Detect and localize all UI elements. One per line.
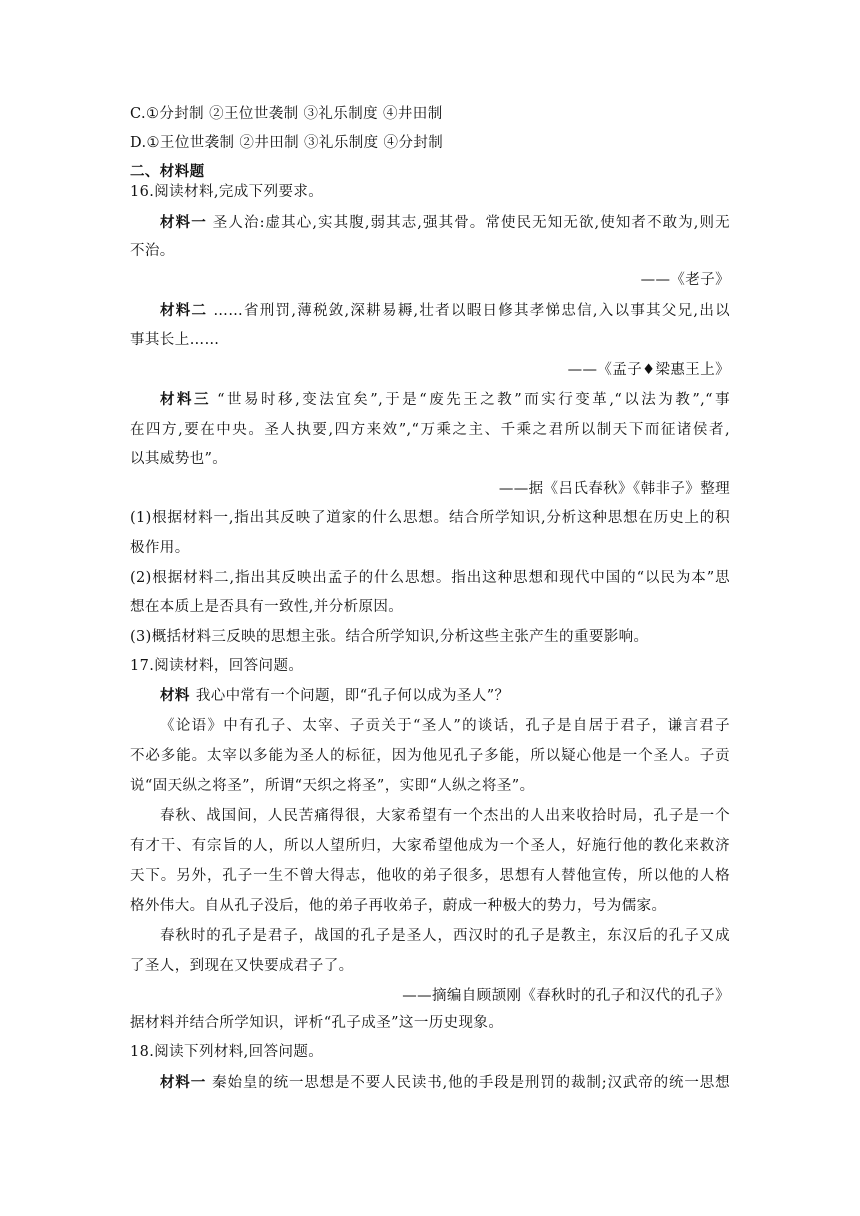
q17-paragraph-1-line-1: 《论语》中有孔子、太宰、子贡关于“圣人”的谈话，孔子是自居于君子，谦言君子 xyxy=(160,718,730,734)
q17-paragraph-2-line-2: 有才干、有宗旨的人，所以人望所归，大家希望他成为一个圣人，好施行他的教化来救济 xyxy=(130,838,730,854)
q16-question-3: (3)概括材料三反映的思想主张。结合所学知识,分析这些主张产生的重要影响。 xyxy=(130,629,649,645)
q17-paragraph-2-line-4: 格外伟大。自从孔子没后，他的弟子再收弟子，蔚成一种极大的势力，号为儒家。 xyxy=(130,898,667,914)
q16-material-3-line-1: 材料三 “世易时移,变法宜矣”,于是“废先王之教”而实行变革,“以法为教”,“事 xyxy=(160,391,730,408)
q16-question-1-line-2: 极作用。 xyxy=(130,540,190,556)
option-d: D.①王位世袭制 ②井田制 ③礼乐制度 ④分封制 xyxy=(130,135,444,151)
q17-paragraph-3-line-1: 春秋时的孔子是君子，战国的孔子是圣人，西汉时的孔子是教主，东汉后的孔子又成 xyxy=(160,928,730,944)
q16-material-2-source: ——《孟子♦梁惠王上》 xyxy=(567,362,730,378)
q16-material-3-line-2: 在四方,要在中央。圣人执要,四方来效”,“万乘之主、千乘之君所以制天下而征诸侯者, xyxy=(130,422,730,438)
q16-material-3-line-3: 以其威势也”。 xyxy=(130,451,228,467)
q17-stem: 17.阅读材料，回答问题。 xyxy=(130,658,304,674)
q16-question-2-line-1: (2)根据材料二,指出其反映出孟子的什么思想。指出这种思想和现代中国的“以民为本”思 xyxy=(130,570,730,586)
q17-paragraph-1-line-3: 说“固天纵之将圣”，所谓“天织之将圣”，实即“人纵之将圣”。 xyxy=(130,778,535,794)
material-label: 材料一 xyxy=(160,1074,207,1091)
section-title: 二、材料题 xyxy=(130,163,205,180)
q17-paragraph-2-line-3: 天下。另外，孔子一生不曾大得志，他收的弟子很多，思想有人替他宣传，所以他的人格 xyxy=(130,868,730,884)
q17-material-line-1: 材料 我心中常有一个问题，即“孔子何以成为圣人”？ xyxy=(160,687,510,704)
q16-material-2-line-2: 事其长上…… xyxy=(130,332,220,348)
q16-material-1-line-2: 不治。 xyxy=(130,243,175,259)
material-label: 材料 xyxy=(160,687,190,704)
material-label: 材料二 xyxy=(160,302,208,319)
q17-paragraph-2-line-1: 春秋、战国间，人民苦痛得很，大家希望有一个杰出的人出来收拾时局，孔子是一个 xyxy=(160,808,730,824)
q16-material-2-line-1: 材料二 ……省刑罚,薄税敛,深耕易耨,壮者以暇日修其孝悌忠信,入以事其父兄,出以 xyxy=(160,302,730,319)
material-label: 材料一 xyxy=(160,214,207,231)
q17-paragraph-3-line-2: 了圣人，到现在又快要成君子了。 xyxy=(130,958,354,974)
material-label: 材料三 xyxy=(160,391,212,408)
q17-paragraph-1-line-2: 不必多能。太宰以多能为圣人的标征，因为他见孔子多能，所以疑心他是一个圣人。子贡 xyxy=(130,748,730,764)
q16-material-3-source: ——据《吕氏春秋》《韩非子》整理 xyxy=(498,481,730,497)
option-c: C.①分封制 ②王位世袭制 ③礼乐制度 ④井田制 xyxy=(130,106,443,122)
q16-stem: 16.阅读材料,完成下列要求。 xyxy=(130,184,324,200)
q18-material-1-line-1: 材料一 秦始皇的统一思想是不要人民读书,他的手段是刑罚的裁制;汉武帝的统一思想 xyxy=(160,1074,730,1091)
q18-stem: 18.阅读下列材料,回答问题。 xyxy=(130,1044,324,1060)
q17-source: ——摘编自顾颉刚《春秋时的孔子和汉代的孔子》 xyxy=(402,988,730,1004)
q16-material-1-source: ——《老子》 xyxy=(640,272,730,288)
q16-material-1-line-1: 材料一 圣人治:虚其心,实其腹,弱其志,强其骨。常使民无知无欲,使知者不敢为,则无 xyxy=(160,214,731,231)
q16-question-2-line-2: 想在本质上是否具有一致性,并分析原因。 xyxy=(130,599,404,615)
q16-question-1-line-1: (1)根据材料一,指出其反映了道家的什么思想。结合所学知识,分析这种思想在历史上的积 xyxy=(130,510,730,526)
q17-question: 据材料并结合所学知识，评析“孔子成圣”这一历史现象。 xyxy=(130,1015,504,1031)
